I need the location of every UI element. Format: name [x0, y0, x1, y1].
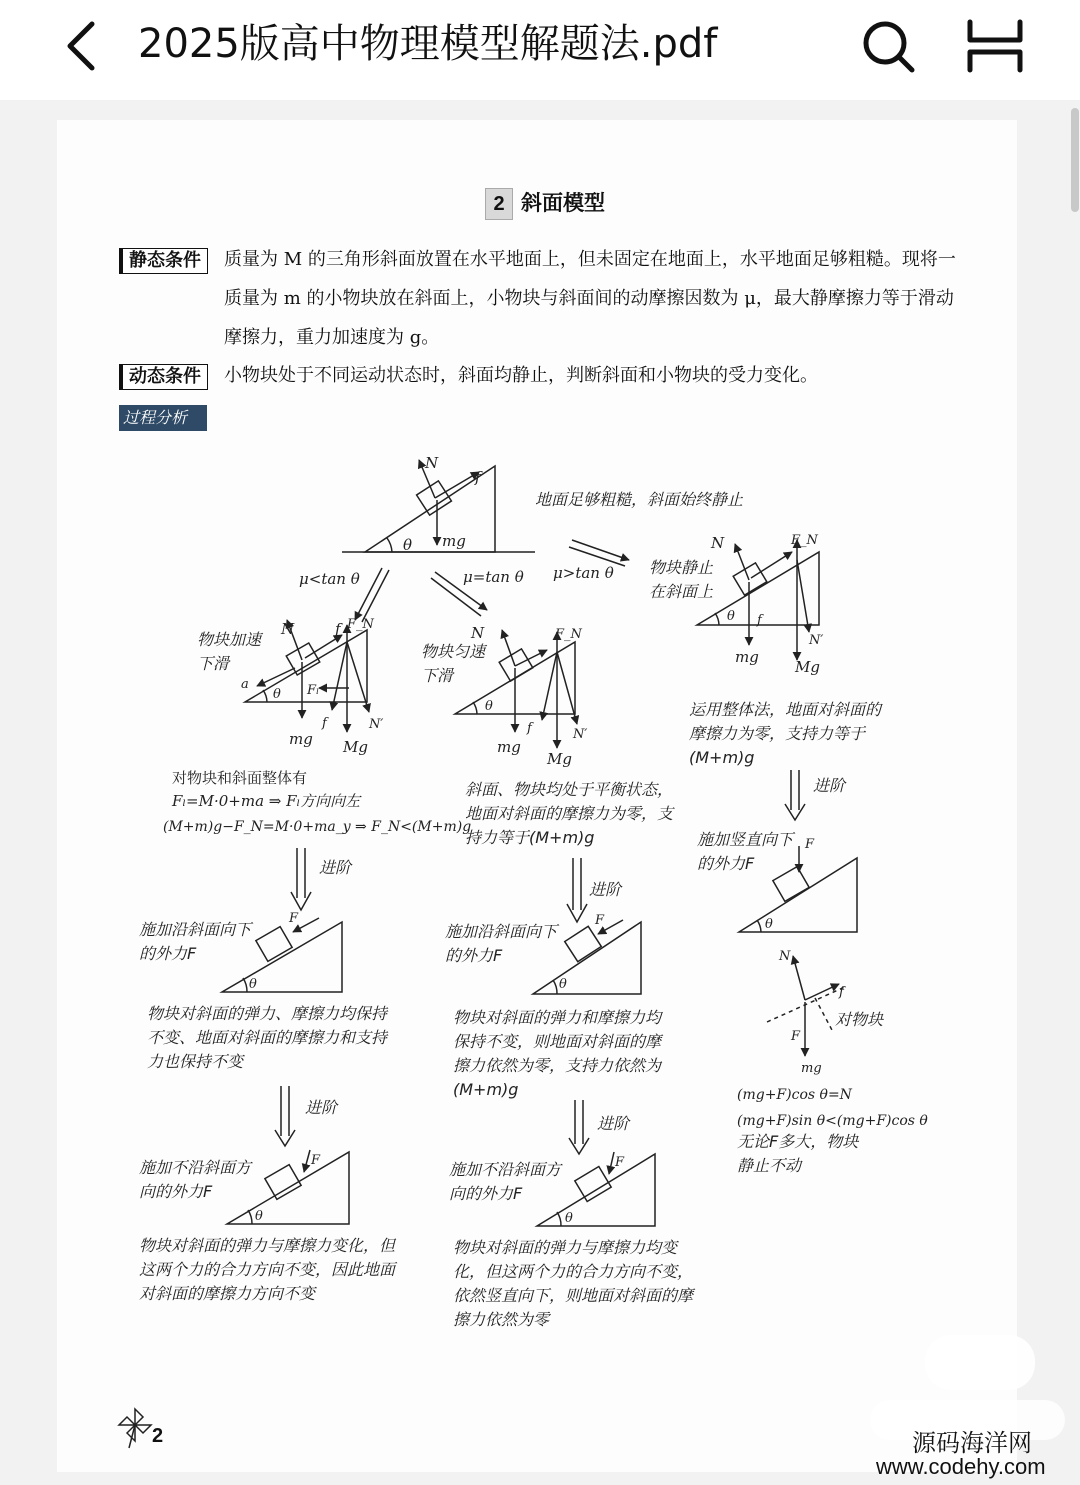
- left-label-N: N: [281, 620, 295, 638]
- left-label-Ff: Fₗ: [307, 683, 320, 698]
- page-number: 2: [152, 1425, 164, 1447]
- left-step2: 施加不沿斜面方向的外力F: [139, 1158, 252, 1201]
- document-title: 2025版高中物理模型解题法.pdf: [138, 21, 718, 67]
- middle-step1-theta: θ: [559, 977, 567, 992]
- right-state: 物块静止在斜面上: [649, 558, 714, 601]
- reading-mode-icon: [962, 18, 1028, 74]
- app-bar: [0, 0, 1080, 100]
- left-label-Mg: Mg: [343, 738, 368, 756]
- middle-step2: 施加不沿斜面方向的外力F: [449, 1160, 562, 1203]
- middle-step2-theta: θ: [565, 1211, 573, 1226]
- section-title: 斜面模型: [521, 191, 605, 215]
- left-label-theta: θ: [273, 687, 281, 702]
- right-eq1: (mg+F)cos θ=N: [737, 1087, 852, 1103]
- label-mg: mg: [442, 532, 466, 550]
- fbd-label-mg: mg: [801, 1061, 822, 1076]
- section-number: 2: [485, 188, 513, 220]
- chevron-left-icon: [58, 16, 108, 76]
- left-result2: 物块对斜面的弹力与摩擦力变化，但这两个力的合力方向不变，因此地面对斜面的摩擦力方向不变: [139, 1236, 396, 1303]
- right-conclusion: 无论F多大，物块静止不动: [737, 1132, 859, 1175]
- static-condition-text: 质量为 M 的三角形斜面放置在水平地面上，但未固定在地面上，水平地面足够粗糙。现将一质量为 m 的小物块放在斜面上，小物块与斜面间的动摩擦因数为 μ，最大静摩擦力等于滑动摩擦力，重力加速度为 g。: [224, 249, 956, 348]
- reading-mode-button[interactable]: [962, 18, 1028, 74]
- middle-result1: 物块对斜面的弹力和摩擦力均保持不变，则地面对斜面的摩擦力依然为零，支持力依然为(M+m)g: [453, 1008, 662, 1099]
- left-label-a: a: [241, 677, 249, 692]
- pinwheel-logo-icon: [115, 1405, 155, 1449]
- left-evolve-1: 进阶: [319, 858, 352, 877]
- dynamic-condition-tag: 动态条件: [119, 364, 208, 390]
- middle-label-theta: θ: [485, 699, 493, 714]
- right-label-mg: mg: [735, 648, 759, 666]
- right-step1-F: F: [805, 837, 815, 852]
- right-label-N: N: [711, 534, 725, 552]
- left-label-f2: f: [322, 716, 327, 731]
- branch-middle-label: μ=tan θ: [463, 568, 524, 586]
- middle-step1: 施加沿斜面向下的外力F: [445, 922, 558, 965]
- fbd-label-N: N: [779, 949, 791, 964]
- right-analysis: 运用整体法，地面对斜面的摩擦力为零，支持力等于(M+m)g: [689, 700, 882, 767]
- right-step1: 施加竖直向下的外力F: [697, 830, 794, 873]
- process-analysis-tag: 过程分析: [119, 405, 207, 431]
- label-N: N: [425, 454, 439, 472]
- middle-label-Mg: Mg: [547, 750, 572, 768]
- middle-analysis: 斜面、物块均处于平衡状态，地面对斜面的摩擦力为零，支持力等于(M+m)g: [465, 780, 674, 847]
- left-evolve-2: 进阶: [305, 1098, 338, 1117]
- right-label-FN: F_N: [791, 533, 818, 548]
- left-analysis-1: 对物块和斜面整体有: [172, 769, 308, 787]
- right-label-theta: θ: [727, 609, 735, 624]
- left-label-mg: mg: [289, 730, 313, 748]
- back-button[interactable]: [58, 16, 108, 76]
- right-step1-theta: θ: [765, 917, 773, 932]
- left-label-FN: F_N: [347, 617, 374, 632]
- right-evolve-1: 进阶: [813, 776, 846, 795]
- middle-step2-F: F: [615, 1155, 625, 1170]
- left-result1: 物块对斜面的弹力、摩擦力均保持不变、地面对斜面的摩擦力和支持力也保持不变: [147, 1004, 388, 1071]
- middle-label-f: f: [527, 721, 532, 736]
- label-theta: θ: [403, 536, 413, 554]
- middle-step1-F: F: [595, 913, 605, 928]
- pdf-page: [57, 120, 1017, 1472]
- branch-left-label: μ<tan θ: [299, 570, 360, 588]
- label-f: f: [475, 468, 481, 486]
- middle-label-mg: mg: [497, 738, 521, 756]
- search-button[interactable]: [858, 16, 918, 76]
- left-analysis-2: Fₗ=M·0+ma ⇒ Fₗ方向向左: [172, 792, 361, 810]
- watermark-line1: 源码海洋网: [912, 1429, 1032, 1457]
- left-label-f: f: [335, 620, 341, 638]
- left-step1-theta: θ: [249, 977, 257, 992]
- dynamic-condition-text: 小物块处于不同运动状态时，斜面均静止，判断斜面和小物块的受力变化。: [224, 365, 818, 386]
- middle-result2: 物块对斜面的弹力与摩擦力均变化，但这两个力的合力方向不变，依然竖直向下，则地面对斜面的摩擦力依然为零: [453, 1238, 694, 1329]
- left-step2-F: F: [311, 1153, 321, 1168]
- left-step1: 施加沿斜面向下的外力F: [139, 920, 252, 963]
- left-analysis-3: (M+m)g−F_N=M·0+ma_y ⇒ F_N<(M+m)g: [163, 819, 472, 835]
- middle-label-N: N: [471, 624, 485, 642]
- middle-evolve-2: 进阶: [597, 1114, 630, 1133]
- fbd-label-F: F: [791, 1029, 801, 1044]
- right-eq2: (mg+F)sin θ<(mg+F)cos θ: [737, 1113, 928, 1129]
- middle-state: 物块匀速下滑: [421, 642, 486, 685]
- middle-label-Nprime: N′: [573, 727, 588, 742]
- left-step2-theta: θ: [255, 1209, 263, 1224]
- right-label-Nprime: N′: [809, 633, 824, 648]
- top-note: 地面足够粗糙，斜面始终静止: [535, 490, 744, 509]
- right-label-f: f: [757, 613, 762, 628]
- scrollbar[interactable]: [1071, 108, 1079, 212]
- search-icon: [858, 16, 918, 76]
- left-step1-F: F: [289, 911, 299, 926]
- middle-evolve-1: 进阶: [589, 880, 622, 899]
- branch-right-label: μ>tan θ: [553, 564, 614, 582]
- static-condition-tag: 静态条件: [119, 248, 208, 274]
- watermark-line2: www.codehy.com: [876, 1454, 1046, 1479]
- left-state: 物块加速下滑: [197, 630, 262, 673]
- fbd-label-f: f: [839, 985, 844, 1000]
- right-label-Mg: Mg: [795, 658, 820, 676]
- left-label-Nprime: N′: [369, 717, 384, 732]
- middle-label-FN: F_N: [555, 627, 582, 642]
- blur-overlay: [925, 1335, 1035, 1390]
- fbd-block-label: 对物块: [835, 1010, 884, 1029]
